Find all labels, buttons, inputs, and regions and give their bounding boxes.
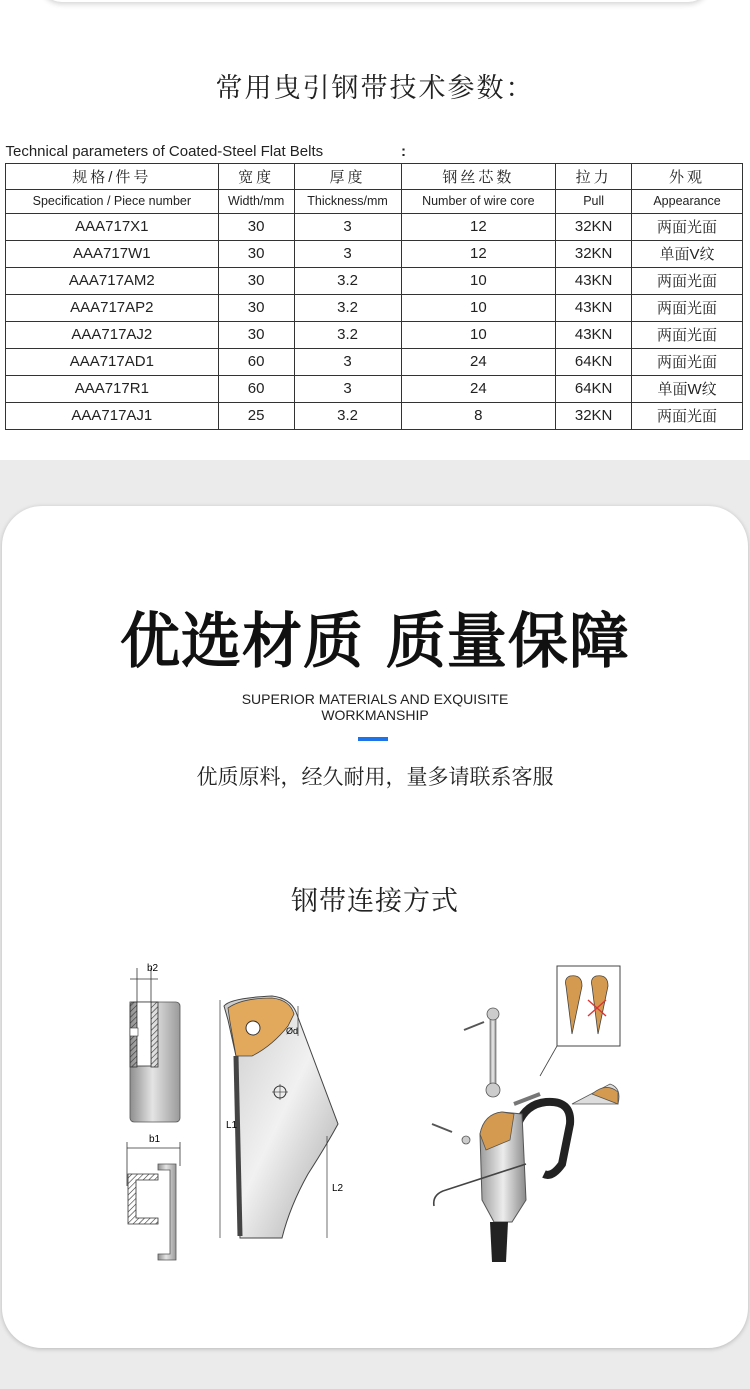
- cell-spec: AAA717W1: [6, 240, 219, 267]
- cell-pull: 64KN: [556, 348, 632, 375]
- header-en-width: Width/mm: [218, 189, 294, 213]
- promo-subtitle-en-line2: WORKMANSHIP: [321, 707, 429, 723]
- cell-appearance: 两面光面: [632, 294, 743, 321]
- cell-width: 30: [218, 267, 294, 294]
- cell-appearance: 两面光面: [632, 402, 743, 429]
- cell-wire-core: 24: [401, 375, 556, 402]
- promo-title: 优选材质 质量保障: [120, 607, 630, 677]
- cell-spec: AAA717AJ2: [6, 321, 219, 348]
- table-row: [6, 402, 743, 429]
- label-diameter: Ød: [286, 1026, 299, 1036]
- cell-pull: 32KN: [556, 240, 632, 267]
- cell-thickness: 3.2: [294, 267, 401, 294]
- cell-width: 60: [218, 375, 294, 402]
- header-en-wire-core: Number of wire core: [401, 189, 556, 213]
- cell-width: 25: [218, 402, 294, 429]
- header-cn-appearance: 外观: [632, 163, 743, 189]
- cell-width: 30: [218, 213, 294, 240]
- cell-wire-core: 10: [401, 267, 556, 294]
- parameters-section: [0, 0, 750, 460]
- cell-appearance: 单面V纹: [632, 240, 743, 267]
- cell-pull: 32KN: [556, 213, 632, 240]
- cell-thickness: 3: [294, 213, 401, 240]
- header-en-thickness: Thickness/mm: [294, 189, 401, 213]
- header-cn-width: 宽度: [218, 163, 294, 189]
- table-row: [6, 213, 743, 240]
- cell-spec: AAA717AP2: [6, 294, 219, 321]
- header-en-pull: Pull: [556, 189, 632, 213]
- cell-spec: AAA717AM2: [6, 267, 219, 294]
- header-en-appearance: Appearance: [632, 189, 743, 213]
- cell-wire-core: 12: [401, 213, 556, 240]
- cell-wire-core: 10: [401, 321, 556, 348]
- promo-card: [2, 506, 748, 1348]
- table-row: [6, 294, 743, 321]
- cell-spec: AAA717AD1: [6, 348, 219, 375]
- table-row: [6, 240, 743, 267]
- table-row: [6, 348, 743, 375]
- accent-divider: [358, 737, 388, 741]
- label-l2: L2: [332, 1183, 344, 1194]
- previous-card-edge: [40, 0, 710, 2]
- cell-wire-core: 8: [401, 402, 556, 429]
- label-b2: b2: [147, 963, 159, 974]
- cell-appearance: 两面光面: [632, 348, 743, 375]
- cell-spec: AAA717AJ1: [6, 402, 219, 429]
- cell-appearance: 两面光面: [632, 321, 743, 348]
- cell-spec: AAA717X1: [6, 213, 219, 240]
- section-title: 常用曳引钢带技术参数：: [215, 73, 535, 104]
- cell-thickness: 3: [294, 348, 401, 375]
- header-en-spec: Specification / Piece number: [6, 189, 219, 213]
- table-caption-row: [6, 141, 743, 163]
- cell-thickness: 3: [294, 240, 401, 267]
- parameters-table: [5, 141, 743, 430]
- cell-wire-core: 10: [401, 294, 556, 321]
- cell-pull: 64KN: [556, 375, 632, 402]
- cell-thickness: 3.2: [294, 294, 401, 321]
- header-row-cn: [6, 163, 743, 189]
- cell-pull: 43KN: [556, 267, 632, 294]
- cell-thickness: 3: [294, 375, 401, 402]
- header-cn-thickness: 厚度: [294, 163, 401, 189]
- promo-subtitle-en-line1: SUPERIOR MATERIALS AND EXQUISITE: [241, 691, 509, 707]
- cell-width: 30: [218, 240, 294, 267]
- cell-width: 30: [218, 321, 294, 348]
- promo-subtitle-cn: 优质原料，经久耐用，量多请联系客服: [196, 765, 554, 789]
- cell-appearance: 单面W纹: [632, 375, 743, 402]
- table-row: [6, 267, 743, 294]
- cell-appearance: 两面光面: [632, 213, 743, 240]
- label-b1: b1: [149, 1134, 161, 1145]
- header-cn-wire-core: 钢丝芯数: [401, 163, 556, 189]
- cell-wire-core: 24: [401, 348, 556, 375]
- cell-pull: 43KN: [556, 294, 632, 321]
- header-row-en: [6, 189, 743, 213]
- table-caption-colon: :: [401, 141, 743, 163]
- table-row: [6, 375, 743, 402]
- cell-appearance: 两面光面: [632, 267, 743, 294]
- label-l1: L1: [226, 1120, 238, 1131]
- table-caption: Technical parameters of Coated-Steel Flat Belts: [6, 141, 402, 163]
- header-cn-spec: 规格/件号: [6, 163, 219, 189]
- cell-thickness: 3.2: [294, 321, 401, 348]
- cell-thickness: 3.2: [294, 402, 401, 429]
- table-row: [6, 321, 743, 348]
- cell-pull: 43KN: [556, 321, 632, 348]
- belt-assembly-illustration: [422, 964, 632, 1264]
- cell-width: 30: [218, 294, 294, 321]
- connection-title: 钢带连接方式: [291, 886, 459, 917]
- cell-wire-core: 12: [401, 240, 556, 267]
- promo-subtitle-en: [2, 691, 748, 723]
- header-cn-pull: 拉力: [556, 163, 632, 189]
- cell-spec: AAA717R1: [6, 375, 219, 402]
- cell-pull: 32KN: [556, 402, 632, 429]
- cell-width: 60: [218, 348, 294, 375]
- wedge-technical-drawing: [112, 956, 372, 1276]
